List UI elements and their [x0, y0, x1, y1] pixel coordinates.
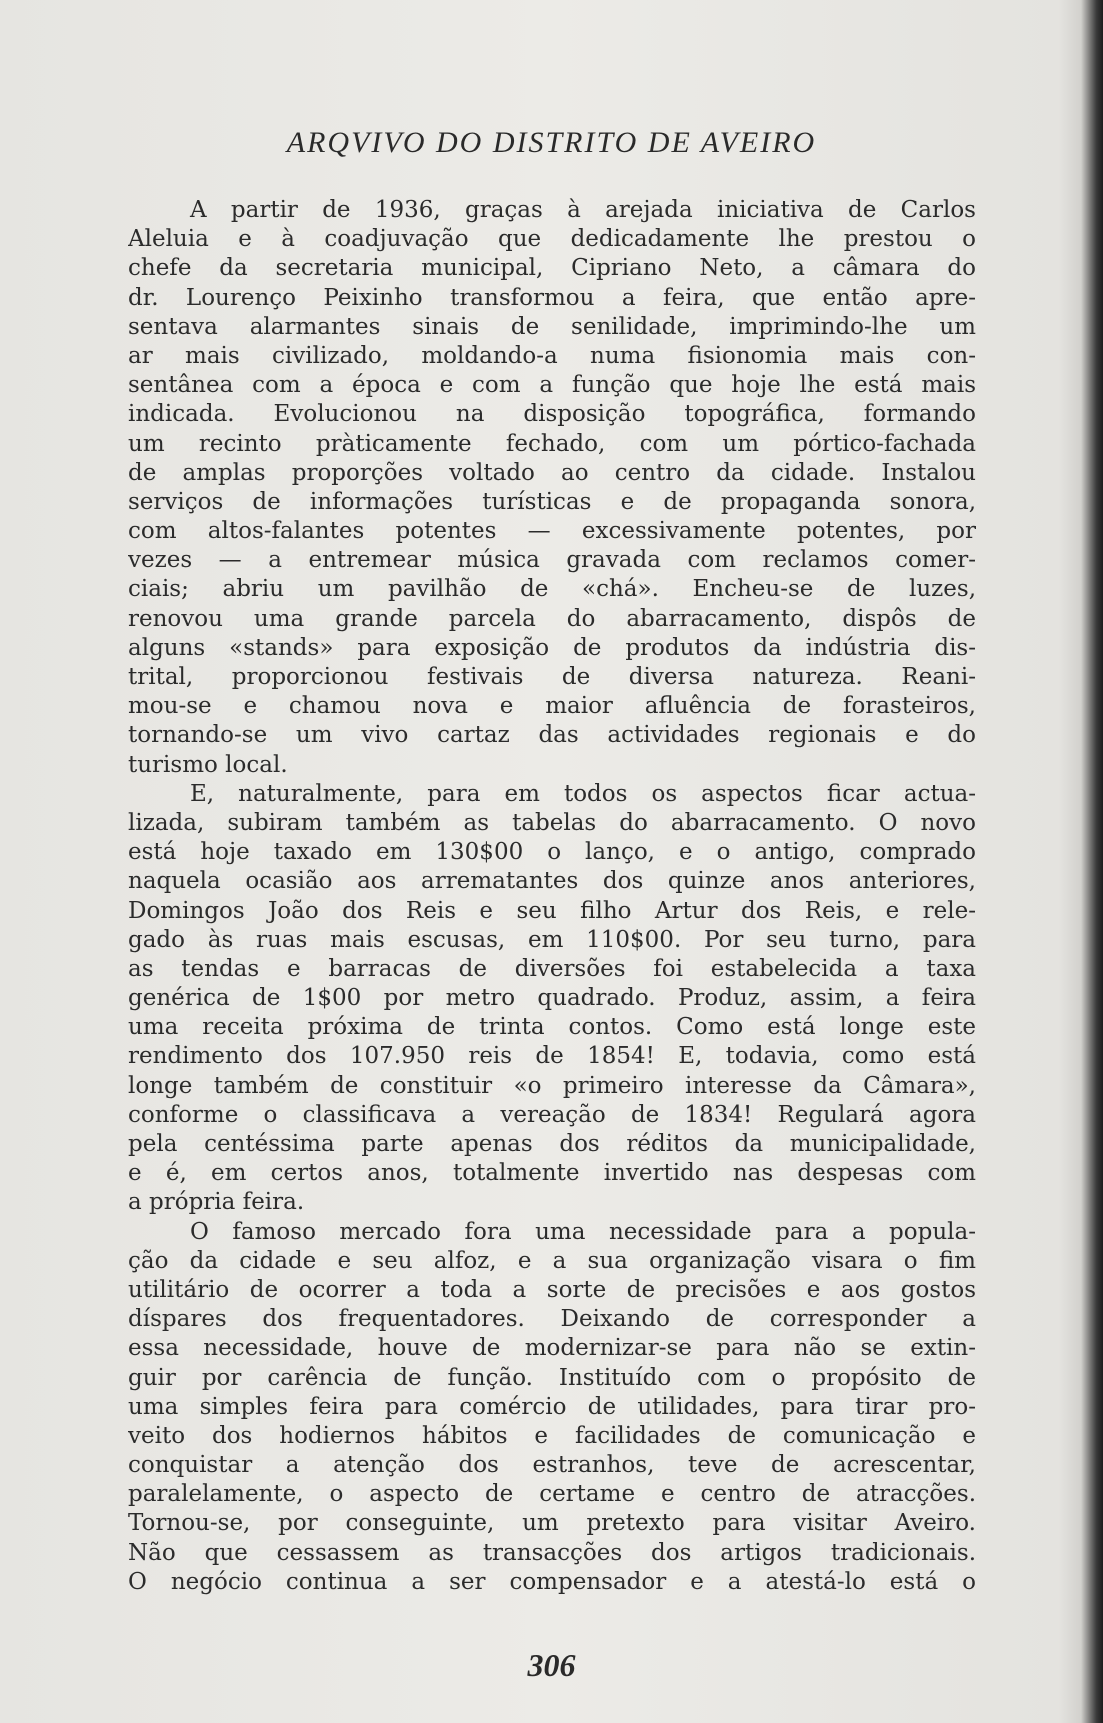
- text-line: uma receita próxima de trinta contos. Como está longe este: [128, 1014, 976, 1041]
- text-line: e é, em certos anos, totalmente invertido nas despesas com: [128, 1160, 976, 1187]
- text-line: mou-se e chamou nova e maior afluência de forasteiros,: [128, 693, 976, 720]
- text-line: conquistar a atenção dos estranhos, teve de acrescentar,: [128, 1452, 976, 1479]
- text-line: a própria feira.: [128, 1189, 305, 1216]
- text-line: indicada. Evolucionou na disposição topográfica, formando: [128, 401, 976, 428]
- text-line: guir por carência de função. Instituído com o propósito de: [128, 1364, 976, 1391]
- text-line: A partir de 1936, graças à arejada iniciativa de Carlos: [190, 197, 976, 223]
- text-line: um recinto pràticamente fechado, com um pórtico-fachada: [128, 430, 976, 457]
- text-line: está hoje taxado em 130$00 o lanço, e o antigo, comprado: [128, 839, 976, 866]
- text-line: rendimento dos 107.950 reis de 1854! E, todavia, como está: [128, 1043, 976, 1070]
- text-line: Domingos João dos Reis e seu filho Artur dos Reis, e rele-: [128, 897, 976, 924]
- text-line: pela centéssima parte apenas dos réditos da municipalidade,: [128, 1131, 976, 1157]
- running-head: ARQVIVO DO DISTRITO DE AVEIRO: [286, 126, 817, 159]
- text-line: trital, proporcionou festivais de diversa natureza. Reani-: [128, 664, 976, 690]
- text-line: uma simples feira para comércio de utilidades, para tirar pro-: [128, 1393, 976, 1420]
- body-text: [128, 196, 976, 1597]
- text-line: ciais; abriu um pavilhão de «chá». Encheu-se de luzes,: [128, 576, 976, 603]
- text-line: com altos-falantes potentes — excessivamente potentes, por: [128, 518, 976, 545]
- text-line: veito dos hodiernos hábitos e facilidades de comunicação e: [128, 1422, 976, 1449]
- text-line: Não que cessassem as transacções dos artigos tradicionais.: [128, 1539, 976, 1566]
- text-line: genérica de 1$00 por metro quadrado. Produz, assim, a feira: [128, 985, 976, 1012]
- text-line: as tendas e barracas de diversões foi estabelecida a taxa: [128, 955, 976, 982]
- text-line: serviços de informações turísticas e de propaganda sonora,: [128, 488, 976, 515]
- text-line: longe também de constituir «o primeiro interesse da Câmara»,: [128, 1072, 976, 1099]
- text-line: dr. Lourenço Peixinho transformou a feira, que então apre-: [128, 284, 976, 311]
- text-line: renovou uma grande parcela do abarracamento, dispôs de: [128, 605, 976, 632]
- text-line: Tornou-se, por conseguinte, um pretexto para visitar Aveiro.: [128, 1510, 976, 1537]
- text-line: tornando-se um vivo cartaz das actividades regionais e do: [128, 722, 976, 749]
- text-line: sentava alarmantes sinais de senilidade, imprimindo-lhe um: [128, 313, 976, 340]
- text-line: paralelamente, o aspecto de certame e centro de atracções.: [128, 1481, 976, 1508]
- text-line: gado às ruas mais escusas, em 110$00. Por seu turno, para: [128, 926, 976, 953]
- text-line: O negócio continua a ser compensador e a atestá-lo está o: [128, 1568, 976, 1595]
- text-line: essa necessidade, houve de modernizar-se para não se extin-: [128, 1335, 976, 1362]
- text-line: Aleluia e à coadjuvação que dedicadamente lhe prestou o: [128, 226, 976, 253]
- text-line: ção da cidade e seu alfoz, e a sua organização visara o fim: [128, 1247, 976, 1274]
- text-line: díspares dos frequentadores. Deixando de corresponder a: [128, 1306, 976, 1333]
- text-line: chefe da secretaria municipal, Cipriano Neto, a câmara do: [128, 255, 976, 282]
- text-line: conforme o classificava a vereação de 1834! Regulará agora: [128, 1101, 976, 1128]
- text-line: O famoso mercado fora uma necessidade para a popula-: [190, 1218, 976, 1245]
- text-line: sentânea com a época e com a função que hoje lhe está mais: [128, 372, 976, 399]
- text-line: naquela ocasião aos arrematantes dos quinze anos anteriores,: [128, 868, 976, 895]
- text-line: E, naturalmente, para em todos os aspectos ficar actua-: [190, 780, 976, 807]
- text-line: turismo local.: [128, 751, 288, 778]
- text-line: vezes — a entremear música gravada com reclamos comer-: [128, 547, 976, 574]
- text-line: de amplas proporções voltado ao centro da cidade. Instalou: [128, 459, 976, 486]
- text-line: utilitário de ocorrer a toda a sorte de precisões e aos gostos: [128, 1276, 976, 1303]
- page-number: 306: [527, 1647, 576, 1683]
- text-line: lizada, subiram também as tabelas do abarracamento. O novo: [128, 809, 976, 836]
- text-line: alguns «stands» para exposição de produtos da indústria dis-: [128, 634, 976, 661]
- text-line: ar mais civilizado, moldando-a numa fisionomia mais con-: [128, 342, 976, 369]
